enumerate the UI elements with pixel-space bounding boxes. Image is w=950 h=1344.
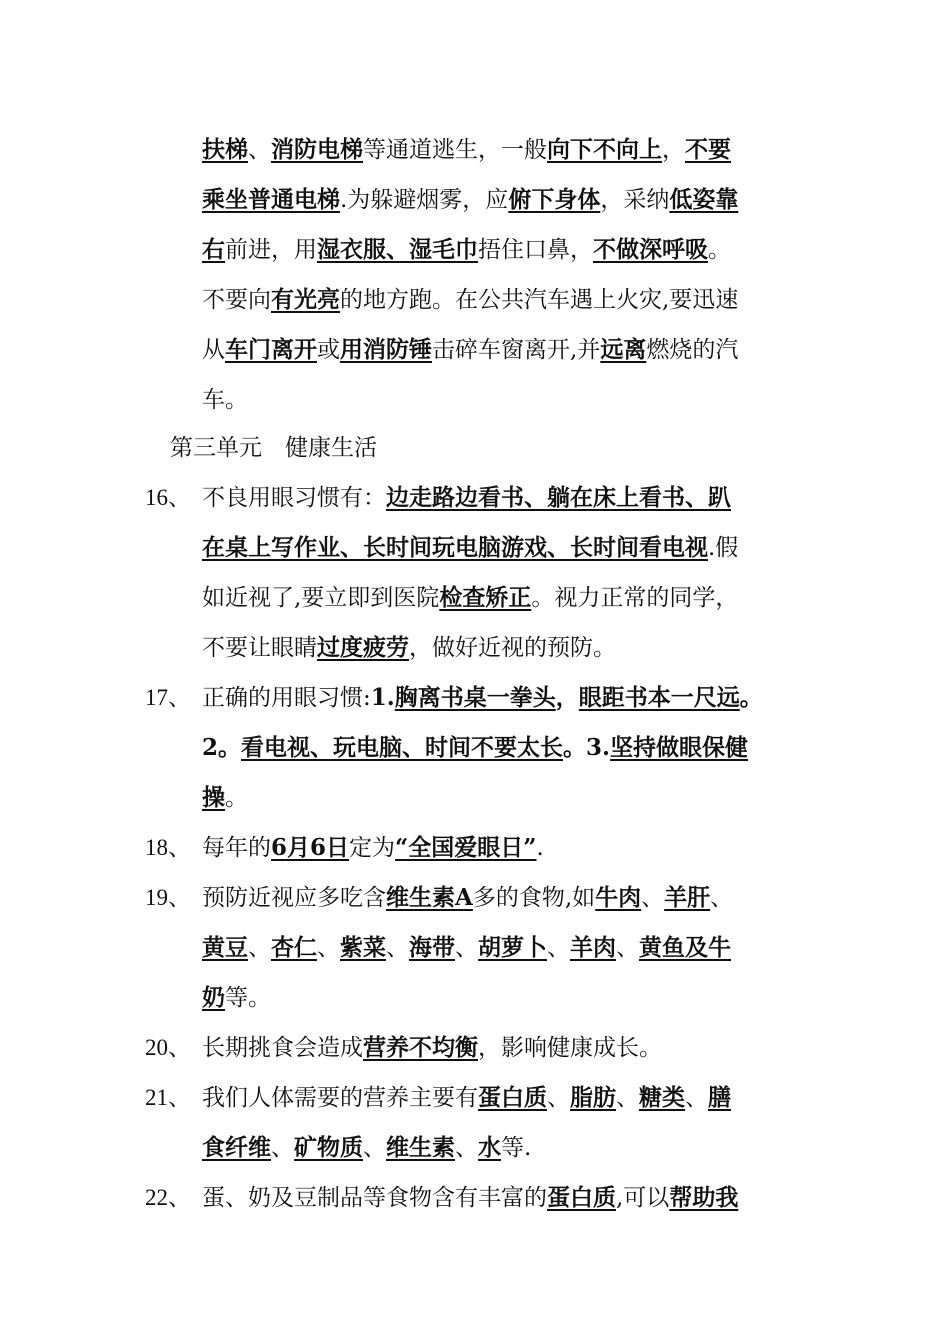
body-text: ， [662, 137, 685, 163]
answer-text: 脂肪 [570, 1084, 616, 1111]
body-text: 车。 [202, 387, 248, 413]
item-19-line-3 [202, 983, 271, 1013]
body-text: 我们人体需要的营养主要有 [202, 1085, 478, 1111]
bold-text: 。3. [563, 734, 611, 761]
answer-text: 维生素A [386, 884, 473, 911]
answer-text: 湿衣服、湿毛巾 [317, 236, 478, 263]
answer-text: 扶梯 [202, 136, 248, 163]
answer-text: 膳 [708, 1084, 731, 1111]
answer-text: 有光亮 [271, 286, 340, 313]
item-16-line-1 [202, 483, 731, 513]
answer-text: 检查矫正 [439, 584, 532, 611]
intro-line-5 [202, 335, 738, 365]
body-text: 不要让眼睛 [202, 635, 317, 661]
body-text: ，采纳 [600, 187, 670, 213]
body-text: 、 [710, 885, 734, 911]
answer-text: 水 [478, 1134, 501, 1161]
intro-line-2 [202, 185, 738, 215]
item-number: 21、 [145, 1085, 191, 1110]
answer-text: 眼距书本一尺远 [578, 684, 740, 711]
answer-text: 不要 [685, 136, 731, 163]
item-17-line-1 [202, 683, 763, 713]
body-text: 定为 [349, 835, 396, 861]
answer-text: 乘坐普通电梯 [202, 186, 340, 213]
body-text: 捂住口鼻， [478, 237, 593, 263]
answer-text: 海带 [409, 934, 455, 961]
item-number: 17、 [145, 685, 191, 710]
answer-text: 帮助我 [669, 1184, 739, 1211]
body-text: 多的食物,如 [472, 885, 596, 911]
item-number: 20、 [145, 1035, 191, 1060]
intro-line-1 [202, 135, 731, 165]
body-text: 长期挑食会造成 [202, 1035, 363, 1061]
answer-text: 维生素 [386, 1134, 455, 1161]
item-20-line-1 [202, 1033, 662, 1063]
body-text: 预防近视应多吃含 [202, 885, 386, 911]
answer-text: 羊肉 [570, 934, 616, 961]
item-16-line-4 [202, 633, 616, 663]
bold-text: 。 [739, 684, 763, 711]
item-16-line-2 [202, 533, 738, 563]
answer-text: 牛肉 [595, 884, 642, 911]
answer-text: 黄鱼及牛 [639, 934, 731, 961]
item-19-line-2 [202, 933, 731, 963]
item-17-line-3 [202, 783, 248, 813]
bold-text: 1. [370, 684, 395, 711]
answer-text: 6月6日 [271, 834, 350, 861]
item-number: 19、 [145, 885, 191, 910]
body-text: 等通道逃生，一般 [363, 137, 547, 163]
intro-line-3 [202, 235, 731, 265]
body-text: 不良用眼习惯有： [202, 485, 386, 511]
answer-text: 胸离书桌一拳头 [394, 684, 556, 711]
answer-text: 不做深呼吸 [593, 236, 708, 263]
body-text: 、 [271, 1135, 294, 1161]
body-text: ,可以 [616, 1185, 670, 1211]
body-text: 。视力正常的同学， [531, 585, 739, 611]
body-text: 击碎车窗离开,并 [432, 337, 601, 363]
answer-text: 俯下身体 [508, 186, 601, 213]
body-text: 每年的 [202, 835, 271, 861]
answer-text: 消防电梯 [271, 136, 363, 163]
body-text: 、 [616, 935, 639, 961]
item-21-line-1 [202, 1083, 731, 1113]
body-text: 、 [547, 1085, 570, 1111]
body-text: 、 [455, 935, 478, 961]
answer-text: 坚持做眼保健 [610, 734, 749, 761]
answer-text: 羊肝 [664, 884, 711, 911]
body-text: 或 [317, 337, 340, 363]
answer-text: 看电视、玩电脑、时间不要太长 [241, 734, 564, 761]
body-text: 、 [455, 1135, 478, 1161]
answer-text: 在桌上写作业、长时间玩电脑游戏、长时间看电视 [202, 534, 708, 561]
body-text: 、 [685, 1085, 708, 1111]
body-text: 、 [641, 885, 665, 911]
answer-text: “全国爱眼日” [395, 834, 537, 861]
body-text: . [536, 835, 544, 861]
body-text: 不要向 [202, 287, 271, 313]
answer-text: 紫菜 [340, 934, 386, 961]
answer-text: 用消防锤 [340, 336, 432, 363]
item-19-line-1 [202, 883, 733, 913]
answer-text: 糖类 [639, 1084, 685, 1111]
body-text: 等. [501, 1135, 532, 1161]
answer-text: 营养不均衡 [363, 1034, 478, 1061]
body-text: 、 [616, 1085, 639, 1111]
answer-text: 车门离开 [225, 336, 317, 363]
body-text: 、 [248, 935, 271, 961]
body-text: 、 [317, 935, 340, 961]
answer-text: 低姿靠 [669, 186, 739, 213]
answer-text: 边走路边看书、躺在床上看书、趴 [386, 484, 731, 511]
answer-text: 杏仁 [271, 934, 317, 961]
answer-text: 胡萝卜 [478, 934, 547, 961]
answer-text: 右 [202, 236, 225, 263]
item-number: 18、 [145, 835, 191, 860]
body-text: 。 [708, 237, 731, 263]
body-text: 蛋、奶及豆制品等食物含有丰富的 [202, 1185, 547, 1211]
body-text: 、 [363, 1135, 386, 1161]
bold-text: 2。 [202, 734, 242, 761]
body-text: 、 [248, 137, 271, 163]
item-21-line-2 [202, 1133, 531, 1163]
body-text: .假 [708, 535, 739, 561]
body-text: 前进，用 [225, 237, 317, 263]
body-text: 燃烧的汽 [646, 337, 739, 363]
answer-text: 过度疲劳 [317, 634, 409, 661]
body-text: ，影响健康成长。 [478, 1035, 662, 1061]
bold-text: ， [555, 684, 579, 711]
answer-text: 黄豆 [202, 934, 248, 961]
item-16-line-3 [202, 583, 738, 613]
answer-text: 操 [202, 784, 225, 811]
body-text: 如近视了,要立即到医院 [202, 585, 440, 611]
answer-text: 远离 [600, 336, 647, 363]
answer-text: 奶 [202, 984, 225, 1011]
body-text: 正确的用眼习惯: [202, 685, 371, 711]
body-text: 、 [547, 935, 570, 961]
answer-text: 蛋白质 [478, 1084, 547, 1111]
item-18-line-1 [202, 833, 544, 863]
answer-text: 蛋白质 [547, 1184, 616, 1211]
body-text: 等。 [225, 985, 271, 1011]
body-text: 、 [386, 935, 409, 961]
item-22-line-1 [202, 1183, 738, 1213]
item-17-line-2 [202, 733, 748, 763]
intro-line-4 [202, 285, 738, 315]
item-number: 22、 [145, 1185, 191, 1210]
answer-text: 食纤维 [202, 1134, 271, 1161]
body-text: ，做好近视的预防。 [409, 635, 616, 661]
answer-text: 矿物质 [294, 1134, 363, 1161]
unit-heading: 第三单元 健康生活 [170, 435, 377, 461]
body-text: .为躲避烟雾，应 [340, 187, 509, 213]
body-text: 从 [202, 337, 225, 363]
body-text: 的地方跑。在公共汽车遇上火灾,要迅速 [340, 287, 739, 313]
answer-text: 向下不向上 [547, 136, 662, 163]
intro-line-6 [202, 385, 248, 415]
body-text: 。 [225, 785, 248, 811]
item-number: 16、 [145, 485, 191, 510]
